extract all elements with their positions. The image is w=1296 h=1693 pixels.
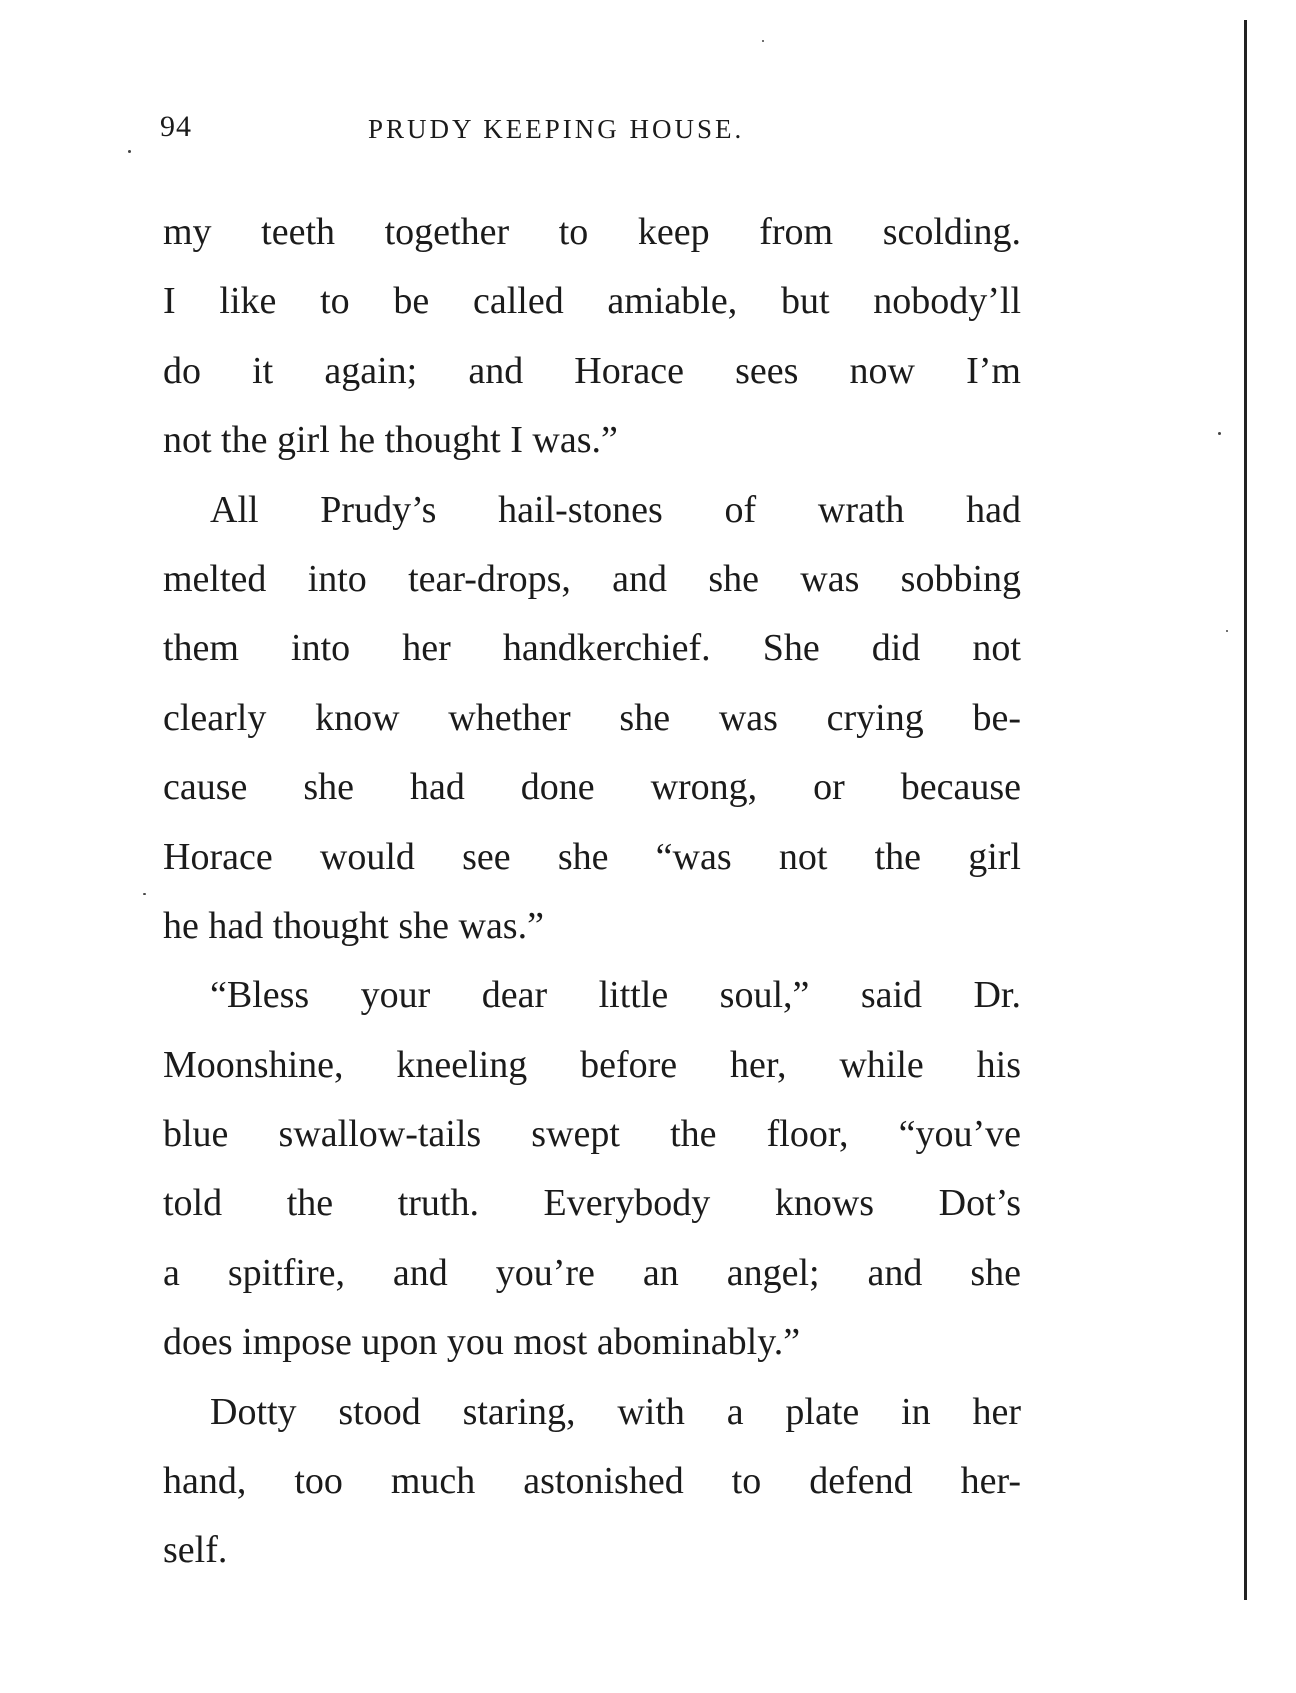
print-speck bbox=[1218, 432, 1221, 435]
paragraph-first-line: “Bless your dear little soul,” said Dr. bbox=[210, 974, 1021, 1017]
text-line: melted into tear-drops, and she was sobbing bbox=[163, 557, 1021, 600]
paragraph-first-line: All Prudy’s hail-stones of wrath had bbox=[210, 488, 1021, 531]
print-speck bbox=[143, 893, 146, 895]
paragraph-first-line: Dotty stood staring, with a plate in her bbox=[210, 1390, 1021, 1433]
page-number: 94 bbox=[160, 110, 192, 143]
print-speck bbox=[762, 40, 764, 42]
text-line: them into her handkerchief. She did not bbox=[163, 627, 1021, 670]
text-line: my teeth together to keep from scolding. bbox=[163, 211, 1021, 253]
text-line: do it again; and Horace sees now I’m bbox=[163, 349, 1021, 392]
print-speck bbox=[128, 150, 131, 153]
text-line: Horace would see she “was not the girl bbox=[163, 835, 1021, 878]
text-line: I like to be called amiable, but nobody’ll bbox=[163, 280, 1021, 323]
body-text bbox=[163, 198, 1021, 1586]
text-line: Moonshine, kneeling before her, while his bbox=[163, 1043, 1021, 1086]
text-line: does impose upon you most abominably.” bbox=[163, 1321, 801, 1364]
text-line: a spitfire, and you’re an angel; and she bbox=[163, 1251, 1021, 1294]
running-title: PRUDY KEEPING HOUSE. bbox=[368, 114, 745, 144]
print-speck bbox=[1226, 630, 1228, 632]
text-line: cause she had done wrong, or because bbox=[163, 766, 1021, 809]
text-line: blue swallow-tails swept the floor, “you’ve bbox=[163, 1113, 1021, 1156]
running-header bbox=[0, 106, 1296, 156]
text-line: clearly know whether she was crying be- bbox=[163, 696, 1021, 739]
text-line: told the truth. Everybody knows Dot’s bbox=[163, 1182, 1021, 1225]
text-line: not the girl he thought I was.” bbox=[163, 419, 618, 462]
text-line: he had thought she was.” bbox=[163, 904, 544, 947]
page-edge-rule bbox=[1244, 20, 1247, 1600]
text-line: hand, too much astonished to defend her- bbox=[163, 1460, 1021, 1503]
text-line: self. bbox=[163, 1529, 228, 1572]
